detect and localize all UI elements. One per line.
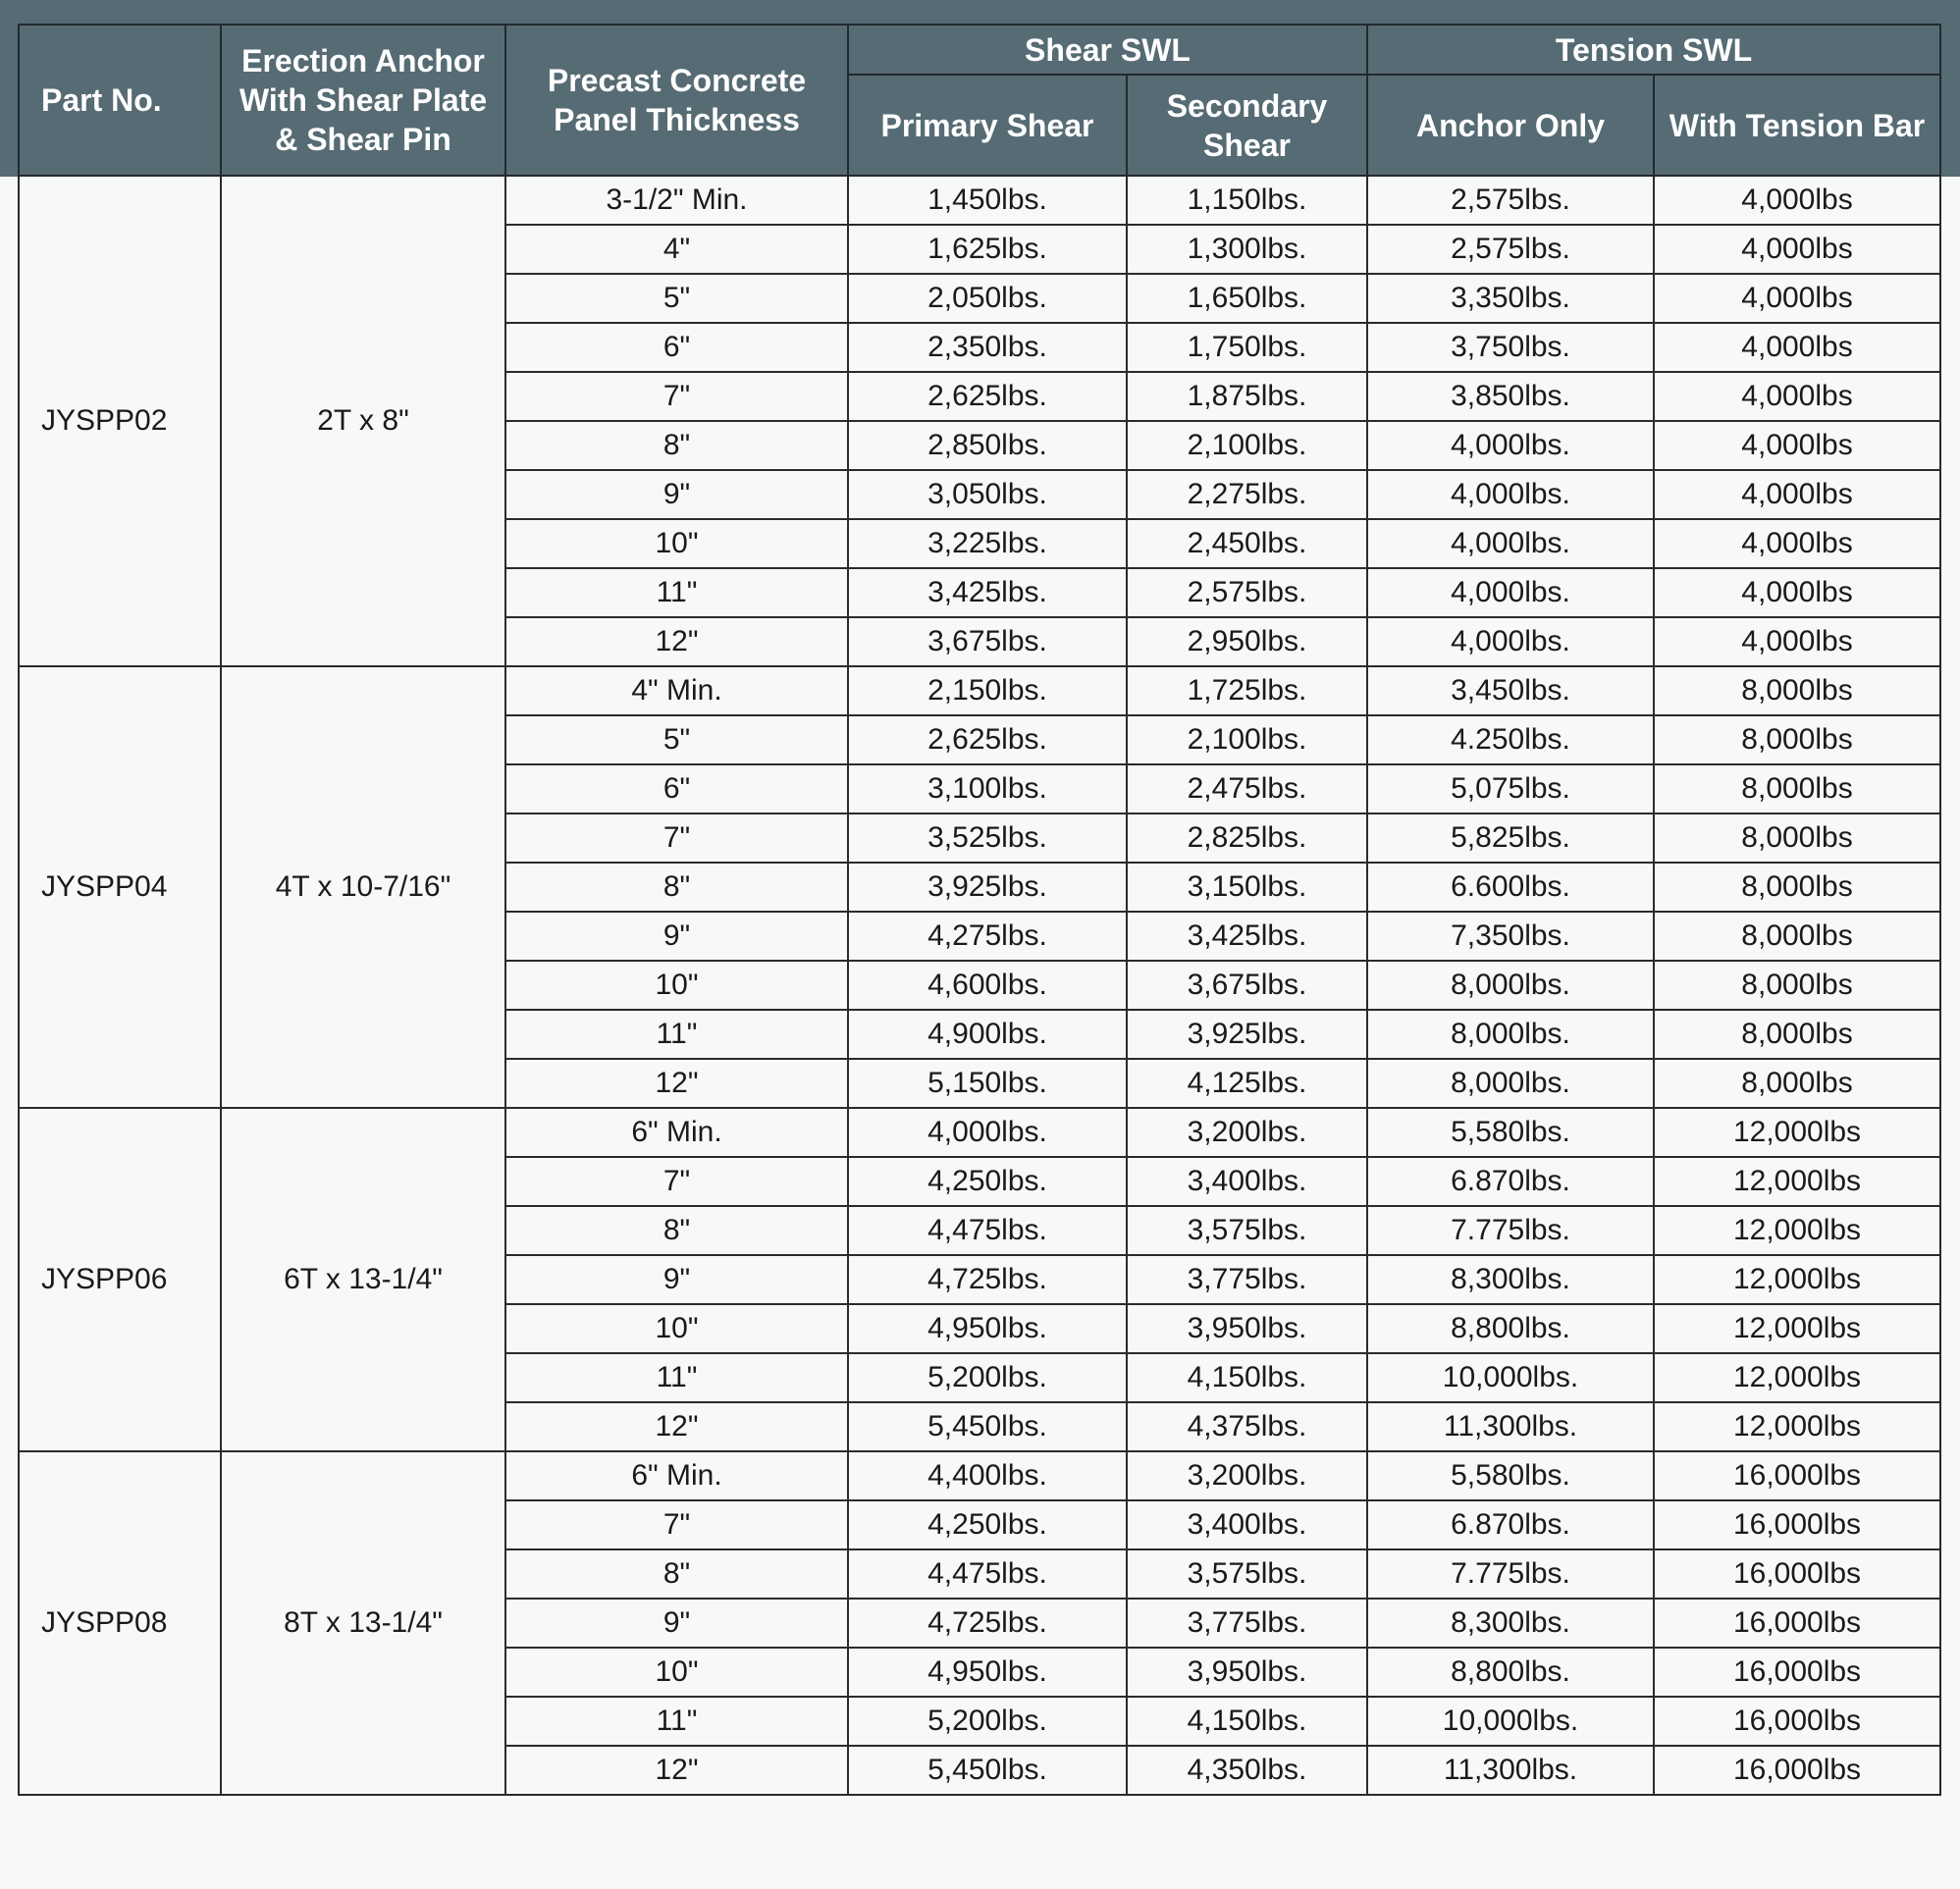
header-secondary-line: Secondary bbox=[1166, 87, 1328, 124]
secondary-shear-cell: 4,150lbs. bbox=[1127, 1353, 1367, 1402]
spec-table bbox=[18, 24, 1941, 1796]
primary-shear-cell: 4,950lbs. bbox=[848, 1304, 1127, 1353]
thickness-cell: 4" Min. bbox=[505, 666, 848, 715]
primary-shear-cell: 5,200lbs. bbox=[848, 1697, 1127, 1746]
header-anchor bbox=[221, 25, 505, 176]
primary-shear-cell: 4,475lbs. bbox=[848, 1549, 1127, 1599]
thickness-cell: 8" bbox=[505, 421, 848, 470]
thickness-cell: 12" bbox=[505, 1746, 848, 1795]
tension-bar-cell: 12,000lbs bbox=[1654, 1157, 1940, 1206]
tension-bar-cell: 8,000lbs bbox=[1654, 1059, 1940, 1108]
header-anchor-line: Erection Anchor bbox=[241, 43, 485, 79]
secondary-shear-cell: 3,400lbs. bbox=[1127, 1157, 1367, 1206]
secondary-shear-cell: 1,150lbs. bbox=[1127, 176, 1367, 225]
tension-bar-cell: 8,000lbs bbox=[1654, 961, 1940, 1010]
anchor-cell: 8T x 13-1/4" bbox=[221, 1451, 505, 1795]
thickness-cell: 4" bbox=[505, 225, 848, 274]
anchor-only-cell: 11,300lbs. bbox=[1367, 1746, 1654, 1795]
part-no-cell: JYSPP02 bbox=[19, 176, 221, 666]
primary-shear-cell: 4,275lbs. bbox=[848, 912, 1127, 961]
tension-bar-cell: 16,000lbs bbox=[1654, 1648, 1940, 1697]
primary-shear-cell: 3,225lbs. bbox=[848, 519, 1127, 568]
thickness-cell: 11" bbox=[505, 568, 848, 617]
primary-shear-cell: 3,100lbs. bbox=[848, 764, 1127, 813]
secondary-shear-cell: 1,300lbs. bbox=[1127, 225, 1367, 274]
thickness-cell: 10" bbox=[505, 519, 848, 568]
primary-shear-cell: 4,725lbs. bbox=[848, 1599, 1127, 1648]
anchor-only-cell: 7,350lbs. bbox=[1367, 912, 1654, 961]
anchor-only-cell: 11,300lbs. bbox=[1367, 1402, 1654, 1451]
secondary-shear-cell: 1,725lbs. bbox=[1127, 666, 1367, 715]
primary-shear-cell: 2,150lbs. bbox=[848, 666, 1127, 715]
thickness-cell: 3-1/2" Min. bbox=[505, 176, 848, 225]
anchor-only-cell: 5,580lbs. bbox=[1367, 1108, 1654, 1157]
thickness-cell: 8" bbox=[505, 1206, 848, 1255]
anchor-only-cell: 2,575lbs. bbox=[1367, 225, 1654, 274]
primary-shear-cell: 5,450lbs. bbox=[848, 1402, 1127, 1451]
tension-bar-cell: 16,000lbs bbox=[1654, 1746, 1940, 1795]
tension-bar-cell: 4,000lbs bbox=[1654, 176, 1940, 225]
tension-bar-cell: 16,000lbs bbox=[1654, 1549, 1940, 1599]
secondary-shear-cell: 3,775lbs. bbox=[1127, 1599, 1367, 1648]
primary-shear-cell: 3,925lbs. bbox=[848, 863, 1127, 912]
anchor-only-cell: 8,300lbs. bbox=[1367, 1255, 1654, 1304]
part-no-cell: JYSPP08 bbox=[19, 1451, 221, 1795]
anchor-only-cell: 2,575lbs. bbox=[1367, 176, 1654, 225]
tension-bar-cell: 8,000lbs bbox=[1654, 764, 1940, 813]
primary-shear-cell: 4,900lbs. bbox=[848, 1010, 1127, 1059]
primary-shear-cell: 4,250lbs. bbox=[848, 1157, 1127, 1206]
anchor-only-cell: 7.775lbs. bbox=[1367, 1549, 1654, 1599]
header-shear-swl: Shear SWL bbox=[848, 25, 1367, 75]
secondary-shear-cell: 3,950lbs. bbox=[1127, 1648, 1367, 1697]
anchor-only-cell: 8,000lbs. bbox=[1367, 1059, 1654, 1108]
anchor-only-cell: 5,580lbs. bbox=[1367, 1451, 1654, 1500]
primary-shear-cell: 2,850lbs. bbox=[848, 421, 1127, 470]
thickness-cell: 6" bbox=[505, 764, 848, 813]
secondary-shear-cell: 3,150lbs. bbox=[1127, 863, 1367, 912]
primary-shear-cell: 3,525lbs. bbox=[848, 813, 1127, 863]
secondary-shear-cell: 3,925lbs. bbox=[1127, 1010, 1367, 1059]
tension-bar-cell: 8,000lbs bbox=[1654, 715, 1940, 764]
header-part-no: Part No. bbox=[19, 25, 221, 176]
table-row bbox=[19, 176, 1940, 225]
anchor-only-cell: 8,800lbs. bbox=[1367, 1648, 1654, 1697]
thickness-cell: 6" bbox=[505, 323, 848, 372]
table-row bbox=[19, 1451, 1940, 1500]
header-anchor-only: Anchor Only bbox=[1367, 75, 1654, 176]
part-no-cell: JYSPP04 bbox=[19, 666, 221, 1108]
tension-bar-cell: 4,000lbs bbox=[1654, 617, 1940, 666]
thickness-cell: 10" bbox=[505, 1304, 848, 1353]
anchor-only-cell: 6.870lbs. bbox=[1367, 1500, 1654, 1549]
header-primary-shear: Primary Shear bbox=[848, 75, 1127, 176]
tension-bar-cell: 8,000lbs bbox=[1654, 666, 1940, 715]
primary-shear-cell: 2,350lbs. bbox=[848, 323, 1127, 372]
tension-bar-cell: 4,000lbs bbox=[1654, 274, 1940, 323]
tension-bar-cell: 4,000lbs bbox=[1654, 568, 1940, 617]
header-secondary-line: Shear bbox=[1203, 127, 1291, 163]
secondary-shear-cell: 2,450lbs. bbox=[1127, 519, 1367, 568]
anchor-only-cell: 4,000lbs. bbox=[1367, 617, 1654, 666]
thickness-cell: 11" bbox=[505, 1697, 848, 1746]
header-thickness bbox=[505, 25, 848, 176]
primary-shear-cell: 4,600lbs. bbox=[848, 961, 1127, 1010]
secondary-shear-cell: 2,475lbs. bbox=[1127, 764, 1367, 813]
tension-bar-cell: 4,000lbs bbox=[1654, 470, 1940, 519]
secondary-shear-cell: 2,100lbs. bbox=[1127, 715, 1367, 764]
tension-bar-cell: 12,000lbs bbox=[1654, 1255, 1940, 1304]
primary-shear-cell: 2,625lbs. bbox=[848, 715, 1127, 764]
anchor-only-cell: 4,000lbs. bbox=[1367, 568, 1654, 617]
secondary-shear-cell: 2,825lbs. bbox=[1127, 813, 1367, 863]
thickness-cell: 5" bbox=[505, 274, 848, 323]
tension-bar-cell: 12,000lbs bbox=[1654, 1304, 1940, 1353]
thickness-cell: 11" bbox=[505, 1353, 848, 1402]
thickness-cell: 10" bbox=[505, 1648, 848, 1697]
secondary-shear-cell: 4,150lbs. bbox=[1127, 1697, 1367, 1746]
thickness-cell: 8" bbox=[505, 1549, 848, 1599]
thickness-cell: 10" bbox=[505, 961, 848, 1010]
anchor-only-cell: 5,825lbs. bbox=[1367, 813, 1654, 863]
secondary-shear-cell: 1,750lbs. bbox=[1127, 323, 1367, 372]
anchor-only-cell: 8,300lbs. bbox=[1367, 1599, 1654, 1648]
secondary-shear-cell: 4,350lbs. bbox=[1127, 1746, 1367, 1795]
thickness-cell: 7" bbox=[505, 372, 848, 421]
primary-shear-cell: 4,000lbs. bbox=[848, 1108, 1127, 1157]
table-row bbox=[19, 666, 1940, 715]
header-anchor-line: & Shear Pin bbox=[275, 122, 451, 157]
thickness-cell: 6" Min. bbox=[505, 1108, 848, 1157]
secondary-shear-cell: 1,650lbs. bbox=[1127, 274, 1367, 323]
header-anchor-line: With Shear Plate bbox=[238, 82, 488, 118]
thickness-cell: 12" bbox=[505, 1402, 848, 1451]
secondary-shear-cell: 3,200lbs. bbox=[1127, 1108, 1367, 1157]
thickness-cell: 12" bbox=[505, 617, 848, 666]
header-thickness-line: Panel Thickness bbox=[554, 102, 800, 137]
tension-bar-cell: 16,000lbs bbox=[1654, 1599, 1940, 1648]
thickness-cell: 9" bbox=[505, 912, 848, 961]
header-row-top bbox=[19, 25, 1940, 75]
anchor-only-cell: 3,850lbs. bbox=[1367, 372, 1654, 421]
anchor-only-cell: 8,800lbs. bbox=[1367, 1304, 1654, 1353]
secondary-shear-cell: 2,275lbs. bbox=[1127, 470, 1367, 519]
tension-bar-cell: 4,000lbs bbox=[1654, 323, 1940, 372]
header-thickness-line: Precast Concrete bbox=[547, 63, 807, 98]
secondary-shear-cell: 3,575lbs. bbox=[1127, 1549, 1367, 1599]
thickness-cell: 9" bbox=[505, 1599, 848, 1648]
thickness-cell: 12" bbox=[505, 1059, 848, 1108]
anchor-cell: 6T x 13-1/4" bbox=[221, 1108, 505, 1451]
secondary-shear-cell: 2,575lbs. bbox=[1127, 568, 1367, 617]
anchor-only-cell: 4,000lbs. bbox=[1367, 470, 1654, 519]
primary-shear-cell: 5,450lbs. bbox=[848, 1746, 1127, 1795]
secondary-shear-cell: 2,950lbs. bbox=[1127, 617, 1367, 666]
tension-bar-cell: 12,000lbs bbox=[1654, 1402, 1940, 1451]
tension-bar-cell: 4,000lbs bbox=[1654, 372, 1940, 421]
tension-bar-cell: 12,000lbs bbox=[1654, 1206, 1940, 1255]
thickness-cell: 7" bbox=[505, 1157, 848, 1206]
secondary-shear-cell: 3,425lbs. bbox=[1127, 912, 1367, 961]
primary-shear-cell: 4,250lbs. bbox=[848, 1500, 1127, 1549]
thickness-cell: 5" bbox=[505, 715, 848, 764]
header-secondary-shear bbox=[1127, 75, 1367, 176]
header-with-tension-bar: With Tension Bar bbox=[1654, 75, 1940, 176]
tension-bar-cell: 4,000lbs bbox=[1654, 225, 1940, 274]
thickness-cell: 8" bbox=[505, 863, 848, 912]
tension-bar-cell: 8,000lbs bbox=[1654, 863, 1940, 912]
thickness-cell: 9" bbox=[505, 1255, 848, 1304]
tension-bar-cell: 4,000lbs bbox=[1654, 519, 1940, 568]
anchor-only-cell: 6.870lbs. bbox=[1367, 1157, 1654, 1206]
anchor-only-cell: 8,000lbs. bbox=[1367, 1010, 1654, 1059]
secondary-shear-cell: 3,575lbs. bbox=[1127, 1206, 1367, 1255]
tension-bar-cell: 8,000lbs bbox=[1654, 813, 1940, 863]
tension-bar-cell: 12,000lbs bbox=[1654, 1108, 1940, 1157]
anchor-cell: 2T x 8" bbox=[221, 176, 505, 666]
tension-bar-cell: 16,000lbs bbox=[1654, 1451, 1940, 1500]
primary-shear-cell: 3,050lbs. bbox=[848, 470, 1127, 519]
anchor-cell: 4T x 10-7/16" bbox=[221, 666, 505, 1108]
tension-bar-cell: 12,000lbs bbox=[1654, 1353, 1940, 1402]
primary-shear-cell: 1,450lbs. bbox=[848, 176, 1127, 225]
tension-bar-cell: 16,000lbs bbox=[1654, 1697, 1940, 1746]
anchor-only-cell: 5,075lbs. bbox=[1367, 764, 1654, 813]
secondary-shear-cell: 3,950lbs. bbox=[1127, 1304, 1367, 1353]
secondary-shear-cell: 3,400lbs. bbox=[1127, 1500, 1367, 1549]
table-header bbox=[19, 25, 1940, 176]
anchor-only-cell: 10,000lbs. bbox=[1367, 1353, 1654, 1402]
primary-shear-cell: 4,400lbs. bbox=[848, 1451, 1127, 1500]
secondary-shear-cell: 1,875lbs. bbox=[1127, 372, 1367, 421]
primary-shear-cell: 4,475lbs. bbox=[848, 1206, 1127, 1255]
secondary-shear-cell: 4,125lbs. bbox=[1127, 1059, 1367, 1108]
primary-shear-cell: 4,725lbs. bbox=[848, 1255, 1127, 1304]
secondary-shear-cell: 3,775lbs. bbox=[1127, 1255, 1367, 1304]
secondary-shear-cell: 4,375lbs. bbox=[1127, 1402, 1367, 1451]
thickness-cell: 6" Min. bbox=[505, 1451, 848, 1500]
tension-bar-cell: 8,000lbs bbox=[1654, 1010, 1940, 1059]
primary-shear-cell: 2,625lbs. bbox=[848, 372, 1127, 421]
anchor-only-cell: 10,000lbs. bbox=[1367, 1697, 1654, 1746]
header-tension-swl: Tension SWL bbox=[1367, 25, 1940, 75]
primary-shear-cell: 4,950lbs. bbox=[848, 1648, 1127, 1697]
primary-shear-cell: 3,425lbs. bbox=[848, 568, 1127, 617]
tension-bar-cell: 8,000lbs bbox=[1654, 912, 1940, 961]
anchor-only-cell: 8,000lbs. bbox=[1367, 961, 1654, 1010]
anchor-only-cell: 4,000lbs. bbox=[1367, 421, 1654, 470]
thickness-cell: 11" bbox=[505, 1010, 848, 1059]
anchor-only-cell: 4.250lbs. bbox=[1367, 715, 1654, 764]
anchor-only-cell: 7.775lbs. bbox=[1367, 1206, 1654, 1255]
primary-shear-cell: 1,625lbs. bbox=[848, 225, 1127, 274]
tension-bar-cell: 4,000lbs bbox=[1654, 421, 1940, 470]
secondary-shear-cell: 3,675lbs. bbox=[1127, 961, 1367, 1010]
thickness-cell: 9" bbox=[505, 470, 848, 519]
table-row bbox=[19, 1108, 1940, 1157]
primary-shear-cell: 5,150lbs. bbox=[848, 1059, 1127, 1108]
table-body bbox=[19, 176, 1940, 1795]
secondary-shear-cell: 2,100lbs. bbox=[1127, 421, 1367, 470]
anchor-only-cell: 3,350lbs. bbox=[1367, 274, 1654, 323]
primary-shear-cell: 5,200lbs. bbox=[848, 1353, 1127, 1402]
primary-shear-cell: 2,050lbs. bbox=[848, 274, 1127, 323]
anchor-only-cell: 3,450lbs. bbox=[1367, 666, 1654, 715]
anchor-only-cell: 6.600lbs. bbox=[1367, 863, 1654, 912]
tension-bar-cell: 16,000lbs bbox=[1654, 1500, 1940, 1549]
part-no-cell: JYSPP06 bbox=[19, 1108, 221, 1451]
anchor-only-cell: 4,000lbs. bbox=[1367, 519, 1654, 568]
secondary-shear-cell: 3,200lbs. bbox=[1127, 1451, 1367, 1500]
thickness-cell: 7" bbox=[505, 1500, 848, 1549]
thickness-cell: 7" bbox=[505, 813, 848, 863]
primary-shear-cell: 3,675lbs. bbox=[848, 617, 1127, 666]
anchor-only-cell: 3,750lbs. bbox=[1367, 323, 1654, 372]
